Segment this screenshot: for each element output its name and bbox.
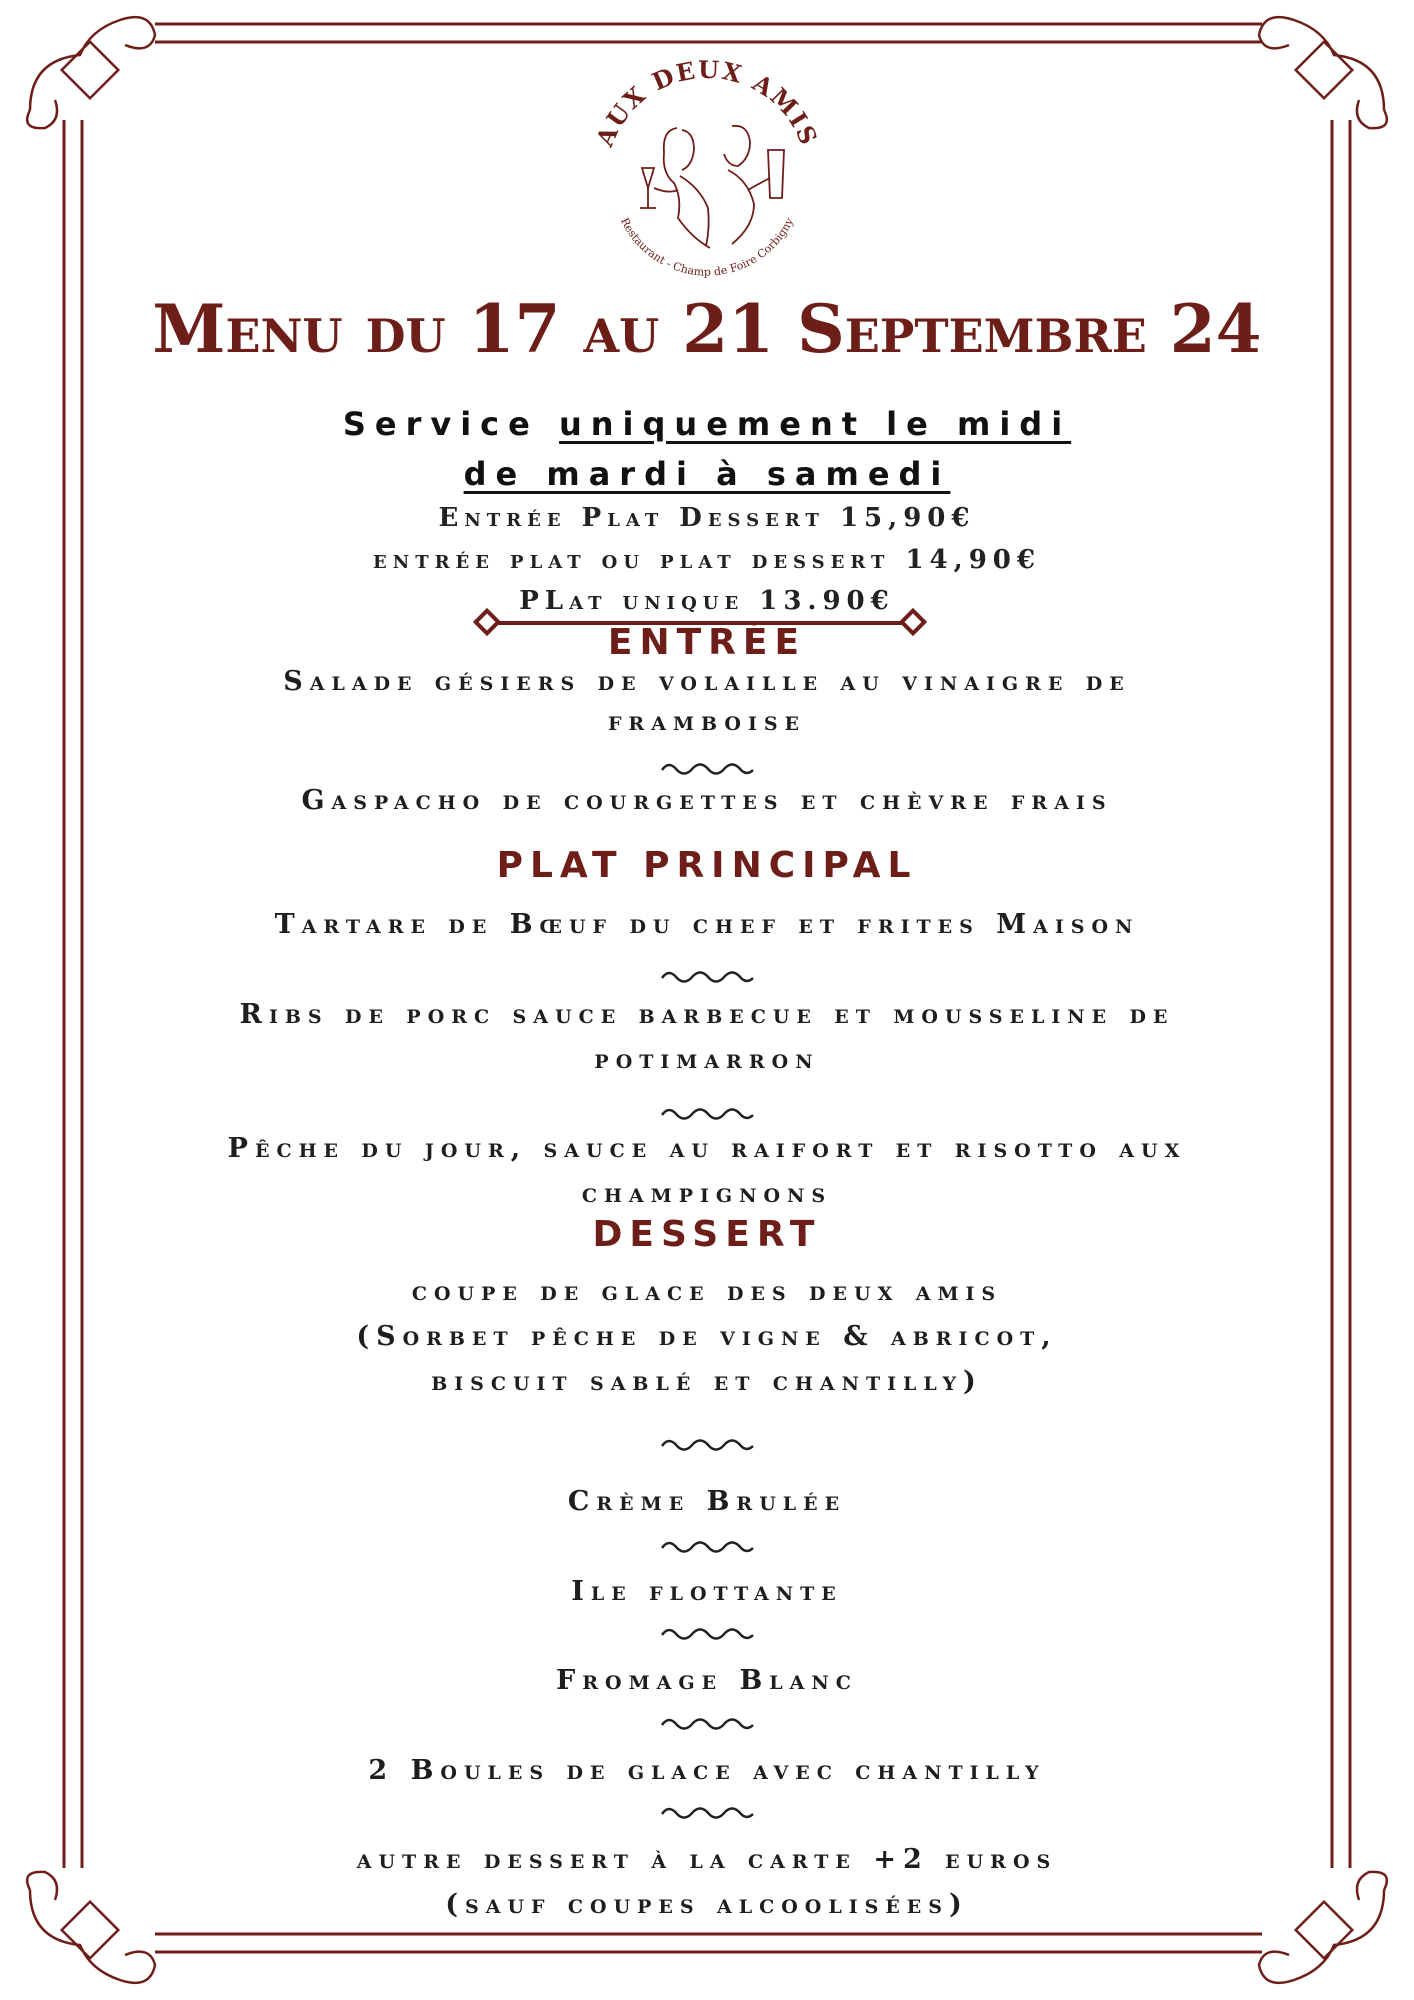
wave-separator-icon [657,1101,757,1125]
entree-item: framboise [607,706,807,737]
section-heading-plat: PLAT PRINCIPAL [496,845,918,886]
svg-text:AUX DEUX AMIS [589,58,824,151]
logo-tagline: Restaurant - Champ de Foire Corbigny [617,215,797,279]
dessert-item: (Sorbet pêche de vigne & abricot, [356,1321,1058,1352]
wave-separator-icon [657,1621,757,1645]
logo-name: AUX DEUX AMIS [589,58,825,151]
section-heading-entree: ENTRÉE [607,622,807,663]
price-line-1: Entrée Plat Dessert 15,90€ [438,503,976,533]
service-prefix: Service [342,405,559,443]
wave-separator-icon [657,1432,757,1456]
entree-item: Gaspacho de courgettes et chèvre frais [301,785,1113,816]
dessert-item: 2 Boules de glace avec chantilly [368,1755,1046,1786]
wave-separator-icon [657,756,757,780]
price-line-2: entrée plat ou plat dessert 14,90€ [373,545,1041,575]
wave-separator-icon [657,964,757,988]
service-line-1 [0,405,1414,443]
dessert-item: biscuit sablé et chantilly) [431,1366,983,1397]
dessert-item: (sauf coupes alcoolisées) [445,1889,969,1920]
page-title: Menu du 17 au 21 Septembre 24 [152,290,1262,368]
dessert-item: coupe de glace des deux amis [411,1276,1003,1307]
dessert-item: autre dessert à la carte +2 euros [356,1844,1058,1875]
plat-item: Tartare de Bœuf du chef et frites Maison [274,909,1140,940]
plat-item: champignons [581,1178,833,1209]
wave-separator-icon [657,1534,757,1558]
restaurant-logo [582,58,832,298]
dessert-item: Fromage Blanc [556,1665,858,1696]
section-heading-dessert: DESSERT [592,1214,822,1255]
two-friends-icon [640,126,784,248]
plat-item: Ribs de porc sauce barbecue et mousseline de [239,999,1175,1030]
price-line-3: PLat unique 13.90€ [519,586,895,616]
service-line-2 [0,455,1414,493]
service-underlined-1: uniquement le midi [558,405,1072,443]
plat-item: Pêche du jour, sauce au raifort et risotto aux [227,1133,1187,1164]
entree-item: Salade gésiers de volaille au vinaigre de [283,666,1131,697]
service-underlined-2: de mardi à samedi [463,455,951,493]
wave-separator-icon [657,1711,757,1735]
wave-separator-icon [657,1800,757,1824]
dessert-item: Ile flottante [571,1576,843,1607]
dessert-item: Crème Brulée [567,1486,847,1517]
plat-item: potimarron [594,1044,820,1075]
